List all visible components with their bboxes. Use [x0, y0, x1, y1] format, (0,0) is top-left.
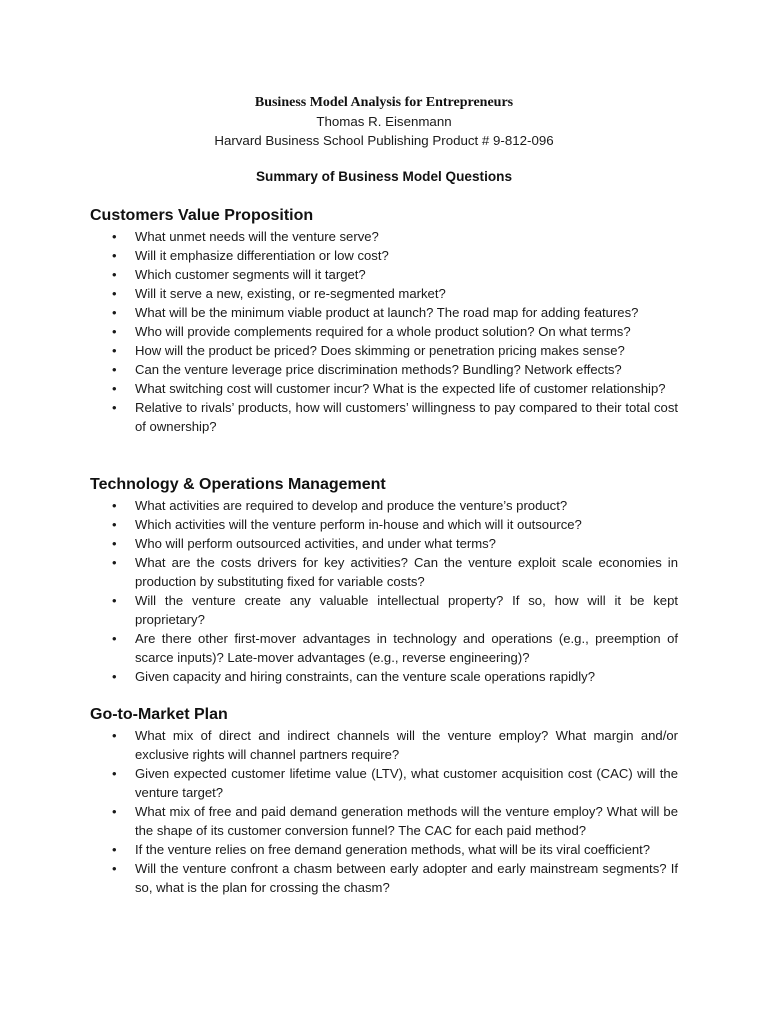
- list-item-text: Will the venture create any valuable intellectual property? If so, how will it be kept proprietary?: [135, 593, 678, 627]
- list-item: [90, 840, 678, 859]
- bullet-icon: •: [112, 267, 117, 282]
- bullet-icon: •: [112, 555, 117, 570]
- list-item-text: Who will perform outsourced activities, and under what terms?: [135, 536, 496, 551]
- bullet-icon: •: [112, 400, 117, 415]
- section-technology-operations: [90, 474, 678, 686]
- list-item: [90, 265, 678, 284]
- list-item: [90, 341, 678, 360]
- section-heading: Technology & Operations Management: [90, 476, 386, 493]
- section-heading: Customers Value Proposition: [90, 207, 314, 224]
- document-author: Thomas R. Eisenmann: [316, 114, 452, 129]
- list-item-text: How will the product be priced? Does skimming or penetration pricing makes sense?: [135, 343, 625, 358]
- list-item-text: Will the venture confront a chasm between early adopter and early mainstream segments? If so, what is the plan for crossing the chasm?: [135, 861, 678, 895]
- bullet-icon: •: [112, 305, 117, 320]
- list-item: [90, 284, 678, 303]
- list-item-text: Will it emphasize differentiation or low cost?: [135, 248, 389, 263]
- list-item: [90, 246, 678, 265]
- list-item-text: Can the venture leverage price discrimination methods? Bundling? Network effects?: [135, 362, 622, 377]
- list-item-text: What switching cost will customer incur? What is the expected life of customer relationship?: [135, 381, 666, 396]
- list-item-text: Given expected customer lifetime value (LTV), what customer acquisition cost (CAC) will the venture target?: [135, 766, 678, 800]
- bullet-icon: •: [112, 286, 117, 301]
- list-item-text: What mix of direct and indirect channels will the venture employ? What margin and/or exclusive rights will channel partners require?: [135, 728, 678, 762]
- section-heading: Go-to-Market Plan: [90, 706, 228, 723]
- bullet-icon: •: [112, 669, 117, 684]
- list-item: [90, 360, 678, 379]
- bullet-icon: •: [112, 343, 117, 358]
- list-item: [90, 379, 678, 398]
- list-item: [90, 726, 678, 764]
- list-item: [90, 303, 678, 322]
- bullet-icon: •: [112, 248, 117, 263]
- list-item-text: Are there other first-mover advantages in technology and operations (e.g., preemption of scarce inputs)? Late-mover advantages (e.g., reverse engineering)?: [135, 631, 678, 665]
- document-publisher: Harvard Business School Publishing Product # 9-812-096: [214, 133, 554, 148]
- list-item: [90, 553, 678, 591]
- bullet-icon: •: [112, 728, 117, 743]
- list-item-text: Will it serve a new, existing, or re-segmented market?: [135, 286, 446, 301]
- bullet-icon: •: [112, 362, 117, 377]
- summary-title: Summary of Business Model Questions: [255, 169, 513, 184]
- list-item: [90, 227, 678, 246]
- bullet-icon: •: [112, 517, 117, 532]
- list-item: [90, 591, 678, 629]
- list-item-text: Given capacity and hiring constraints, can the venture scale operations rapidly?: [135, 669, 595, 684]
- bullet-list: [90, 227, 678, 436]
- section-go-to-market: [90, 704, 678, 897]
- list-item: [90, 667, 678, 686]
- list-item-text: What unmet needs will the venture serve?: [135, 229, 379, 244]
- document-title: Business Model Analysis for Entrepreneurs: [254, 95, 514, 110]
- list-item-text: Which activities will the venture perform in-house and which will it outsource?: [135, 517, 582, 532]
- bullet-icon: •: [112, 498, 117, 513]
- bullet-list: [90, 726, 678, 897]
- list-item: [90, 629, 678, 667]
- list-item: [90, 859, 678, 897]
- section-customer-value-proposition: [90, 205, 678, 436]
- document-header: [0, 93, 768, 150]
- bullet-icon: •: [112, 324, 117, 339]
- bullet-icon: •: [112, 804, 117, 819]
- list-item-text: Who will provide complements required for a whole product solution? On what terms?: [135, 324, 631, 339]
- list-item-text: What activities are required to develop and produce the venture’s product?: [135, 498, 568, 513]
- list-item: [90, 398, 678, 436]
- bullet-icon: •: [112, 842, 117, 857]
- list-item-text: Which customer segments will it target?: [135, 267, 366, 282]
- list-item: [90, 322, 678, 341]
- list-item: [90, 802, 678, 840]
- list-item-text: What are the costs drivers for key activities? Can the venture exploit scale economies in production by substituting fixed for variable costs?: [135, 555, 678, 589]
- list-item-text: If the venture relies on free demand generation methods, what will be its viral coefficient?: [135, 842, 651, 857]
- bullet-icon: •: [112, 536, 117, 551]
- list-item-text: Relative to rivals’ products, how will customers’ willingness to pay compared to their total cost of ownership?: [135, 400, 678, 434]
- list-item: [90, 515, 678, 534]
- list-item-text: What will be the minimum viable product at launch? The road map for adding features?: [135, 305, 639, 320]
- bullet-icon: •: [112, 229, 117, 244]
- bullet-icon: •: [112, 381, 117, 396]
- bullet-icon: •: [112, 593, 117, 608]
- list-item: [90, 764, 678, 802]
- list-item-text: What mix of free and paid demand generation methods will the venture employ? What will be the shape of its customer conversion funnel? The CAC for each paid method?: [135, 804, 678, 838]
- bullet-list: [90, 496, 678, 686]
- bullet-icon: •: [112, 766, 117, 781]
- bullet-icon: •: [112, 631, 117, 646]
- list-item: [90, 534, 678, 553]
- list-item: [90, 496, 678, 515]
- bullet-icon: •: [112, 861, 117, 876]
